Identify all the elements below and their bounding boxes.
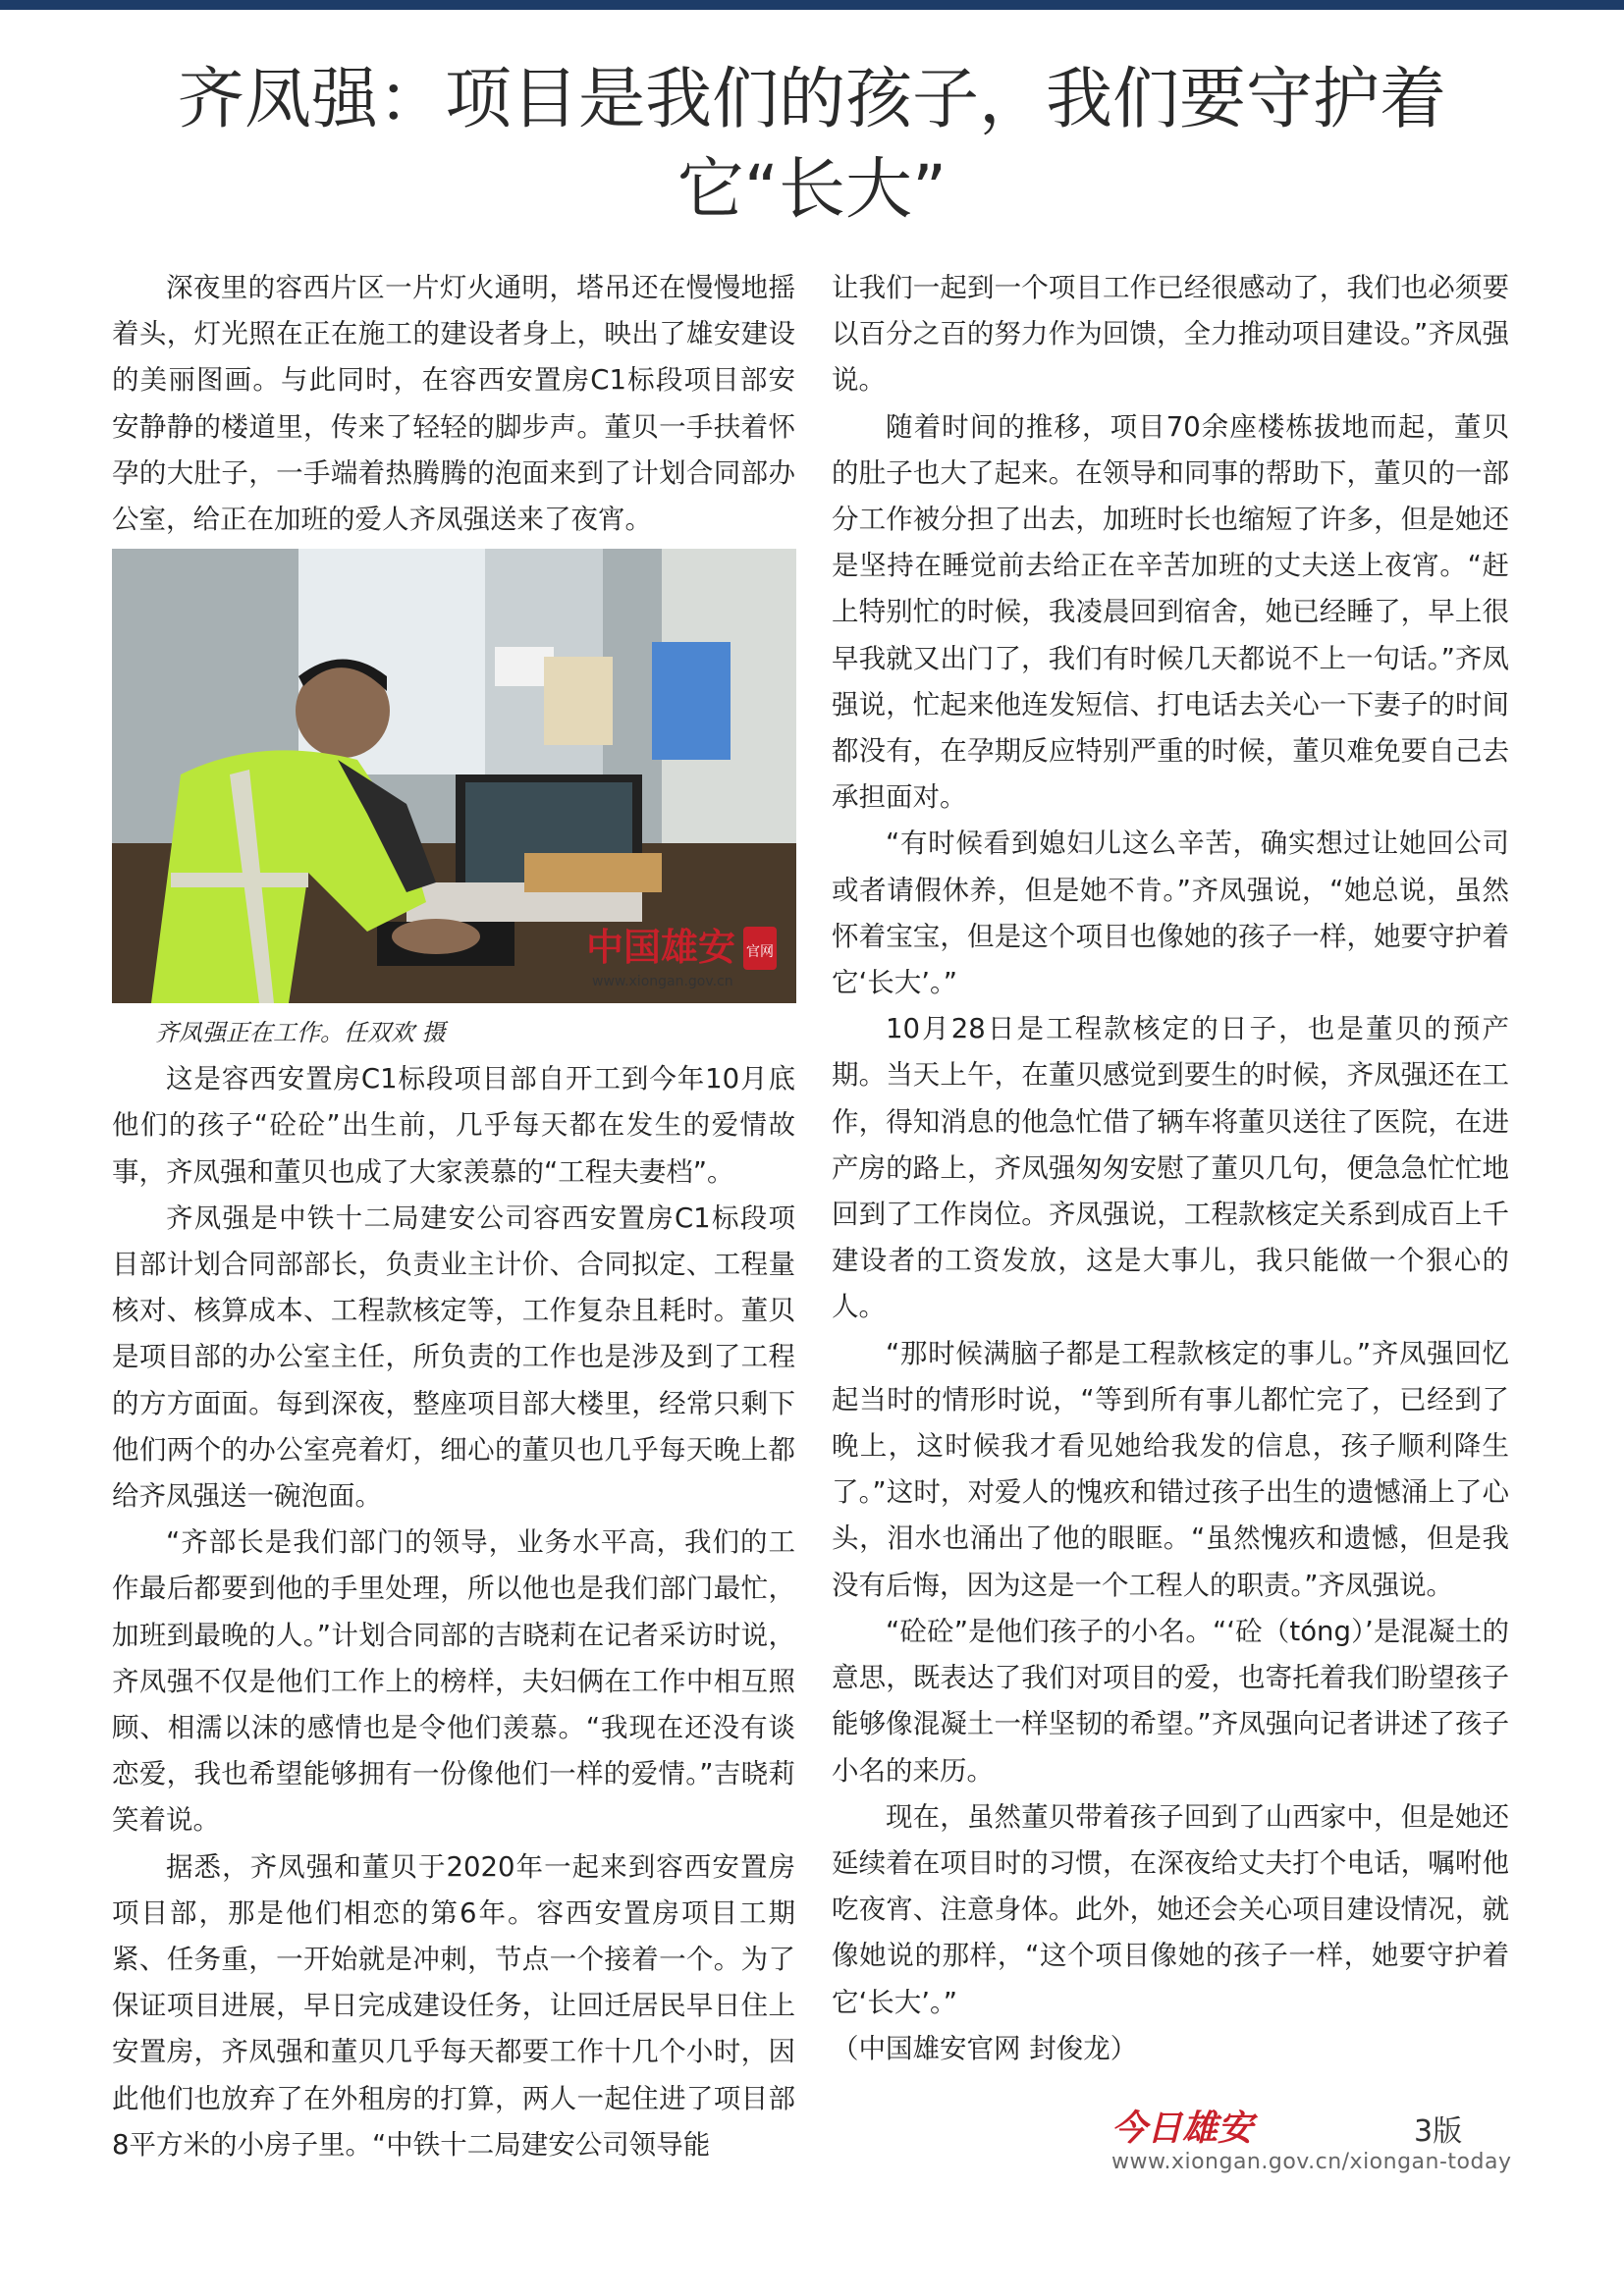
paragraph: 10月28日是工程款核定的日子，也是董贝的预产期。当天上午，在董贝感觉到要生的时候，齐凤强还在工作，得知消息的他急忙借了辆车将董贝送往了医院，在进产房的路上，齐凤强匆匆安慰了董贝几句，便急急忙忙地回到了工作岗位。齐凤强说，工程款核定关系到成百上千建设者的工资发放，这是大事儿，我只能做一个狠心的人。 (832, 1013, 1509, 1323)
title-line-1: 齐凤强：项目是我们的孩子，我们要守护着 (177, 61, 1446, 138)
photo-caption: 齐凤强正在工作。任双欢 摄 (155, 1019, 446, 1047)
paragraph: “那时候满脑子都是工程款核定的事儿。”齐凤强回忆起当时的情形时说，“等到所有事儿都忙完了，已经到了晚上，这时候我才看见她给我发的信息，孩子顺利降生了。”这时，对爱人的愧疚和错过孩子出生的遗憾涌上了心头，泪水也涌出了他的眼眶。“虽然愧疚和遗憾，但是我没有后悔，因为这是一个工程人的职责。”齐凤强说。 (832, 1337, 1509, 1601)
article-title (0, 55, 1624, 236)
watermark-url: www.xiongan.gov.cn (592, 974, 733, 990)
paragraph: 齐凤强是中铁十二局建安公司容西安置房C1标段项目部计划合同部部长，负责业主计价、合同拟定、工程量核对、核算成本、工程款核定等，工作复杂且耗时。董贝是项目部的办公室主任，所负责的工作也是涉及到了工程的方方面面。每到深夜，整座项目部大楼里，经常只剩下他们两个的办公室亮着灯，细心的董贝也几乎每天晚上都给齐凤强送一碗泡面。 (112, 1201, 795, 1513)
paragraph: 随着时间的推移，项目70余座楼栋拔地而起，董贝的肚子也大了起来。在领导和同事的帮助下，董贝的一部分工作被分担了出去，加班时长也缩短了许多，但是她还是坚持在睡觉前去给正在辛苦加班的丈夫送上夜宵。“赶上特别忙的时候，我凌晨回到宿舍，她已经睡了，早上很早我就又出门了，我们有时候几天都说不上一句话。”齐凤强说，忙起来他连发短信、打电话去关心一下妻子的时间都没有，在孕期反应特别严重的时候，董贝难免要自己去承担面对。 (832, 410, 1509, 814)
right-column (832, 265, 1509, 2072)
paragraph: “齐部长是我们部门的领导，业务水平高，我们的工作最后都要到他的手里处理，所以他也是我们部门最忙，加班到最晚的人。”计划合同部的吉晓莉在记者采访时说，齐凤强不仅是他们工作上的榜样，夫妇俩在工作中相互照顾、相濡以沫的感情也是令他们羡慕。“我现在还没有谈恋爱，我也希望能够拥有一份像他们一样的爱情。”吉晓莉笑着说。 (112, 1526, 795, 1837)
title-line-2: 它“长大” (677, 151, 947, 229)
article-credit: （中国雄安官网 封俊龙） (832, 2032, 1138, 2064)
watermark-seal: 官网 (746, 944, 774, 961)
paragraph: 深夜里的容西片区一片灯火通明，塔吊还在慢慢地摇着头，灯光照在正在施工的建设者身上，映出了雄安建设的美丽图画。与此同时，在容西安置房C1标段项目部安安静静的楼道里，传来了轻轻的脚步声。董贝一手扶着怀孕的大肚子，一手端着热腾腾的泡面来到了计划合同部办公室，给正在加班的爱人齐凤强送来了夜宵。 (112, 272, 795, 536)
page-number: 3版 (1414, 2114, 1463, 2149)
footer-url: www.xiongan.gov.cn/xiongan-today (1111, 2150, 1512, 2174)
top-bar (0, 0, 1624, 10)
paragraph: “砼砼”是他们孩子的小名。“‘砼（tóng）’是混凝土的意思，既表达了我们对项目的爱，也寄托着我们盼望孩子能够像混凝土一样坚韧的希望。”齐凤强向记者讲述了孩子小名的来历。 (832, 1615, 1509, 1787)
footer-brand-logo: 今日雄安 (1111, 2108, 1254, 2149)
article-photo (112, 549, 796, 1003)
watermark-text: 中国雄安 (586, 925, 736, 970)
paragraph: 这是容西安置房C1标段项目部自开工到今年10月底他们的孩子“砼砼”出生前，几乎每天都在发生的爱情故事，齐凤强和董贝也成了大家羡慕的“工程夫妻档”。 (112, 1063, 795, 1188)
photo-watermark (586, 915, 783, 993)
left-column (112, 265, 795, 2168)
paragraph: 让我们一起到一个项目工作已经很感动了，我们也必须要以百分之百的努力作为回馈，全力推动项目建设。”齐凤强说。 (832, 272, 1509, 397)
paragraph: 现在，虽然董贝带着孩子回到了山西家中，但是她还延续着在项目时的习惯，在深夜给丈夫打个电话，嘱咐他吃夜宵、注意身体。此外，她还会关心项目建设情况，就像她说的那样，“这个项目像她的孩子一样，她要守护着它‘长大’。” (832, 1800, 1509, 2018)
paragraph: 据悉，齐凤强和董贝于2020年一起来到容西安置房项目部，那是他们相恋的第6年。容西安置房项目工期紧、任务重，一开始就是冲刺，节点一个接着一个。为了保证项目进展，早日完成建设任务，让回迁居民早日住上安置房，齐凤强和董贝几乎每天都要工作十几个小时，因此他们也放弃了在外租房的打算，两人一起住进了项目部8平方米的小房子里。“中铁十二局建安公司领导能 (112, 1850, 795, 2161)
paragraph: “有时候看到媳妇儿这么辛苦，确实想过让她回公司或者请假休养，但是她不肯。”齐凤强说，“她总说，虽然怀着宝宝，但是这个项目也像她的孩子一样，她要守护着它‘长大’。” (832, 828, 1509, 999)
